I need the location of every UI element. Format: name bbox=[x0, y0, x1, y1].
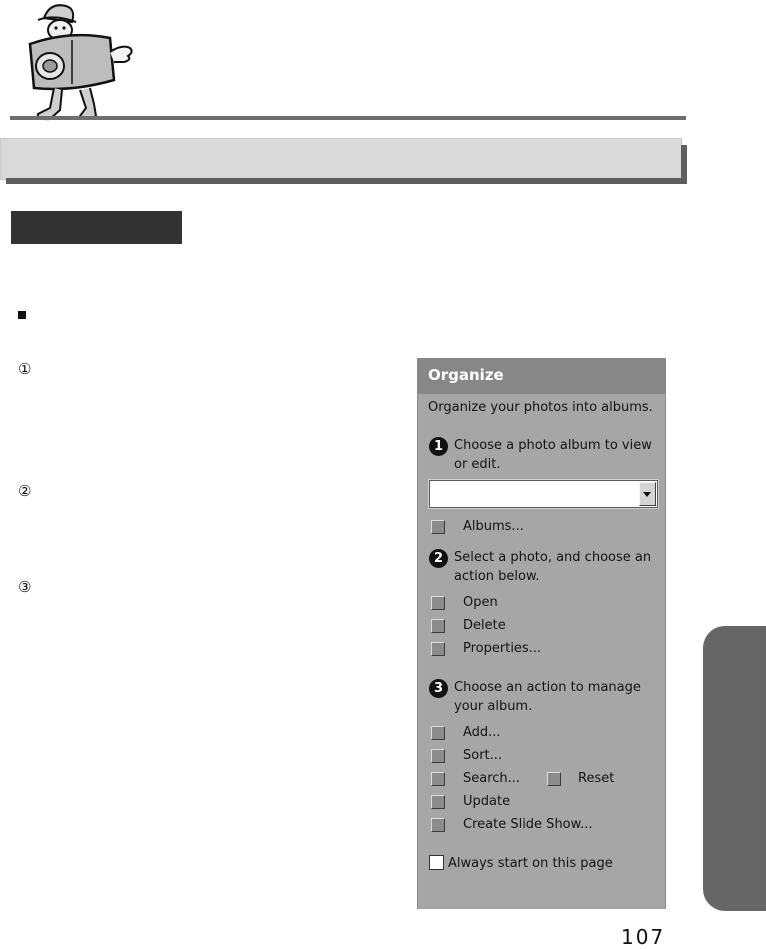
header-rule bbox=[10, 116, 686, 120]
chapter-side-tab bbox=[703, 626, 766, 911]
albums-link[interactable]: Albums... bbox=[463, 519, 524, 534]
square-button-icon[interactable] bbox=[431, 772, 445, 786]
step-2-badge: 2 bbox=[429, 549, 448, 568]
section-2-heading-cont: action below. bbox=[454, 569, 540, 584]
page-number: 107 bbox=[621, 925, 666, 949]
organize-panel bbox=[417, 358, 666, 909]
camera-mascot-icon bbox=[10, 0, 135, 125]
album-select[interactable] bbox=[429, 480, 658, 508]
open-action[interactable]: Open bbox=[463, 595, 498, 610]
always-start-checkbox[interactable] bbox=[429, 855, 444, 870]
square-button-icon[interactable] bbox=[547, 772, 561, 786]
reset-action[interactable]: Reset bbox=[578, 771, 615, 786]
step-marker-3: ③ bbox=[18, 578, 32, 596]
square-button-icon[interactable] bbox=[431, 596, 445, 610]
chevron-down-icon bbox=[643, 492, 651, 497]
section-tab bbox=[11, 211, 182, 244]
album-select-dropdown-button[interactable] bbox=[639, 482, 656, 506]
square-bullet-icon bbox=[18, 311, 26, 319]
panel-title: Organize bbox=[428, 366, 504, 384]
section-3-heading-cont: your album. bbox=[454, 699, 533, 714]
panel-description: Organize your photos into albums. bbox=[428, 400, 653, 415]
delete-action[interactable]: Delete bbox=[463, 618, 506, 633]
section-2-heading: Select a photo, and choose an bbox=[454, 550, 652, 565]
section-1-heading-cont: or edit. bbox=[454, 457, 501, 472]
properties-action[interactable]: Properties... bbox=[463, 641, 542, 656]
square-button-icon[interactable] bbox=[431, 795, 445, 809]
square-button-icon[interactable] bbox=[431, 619, 445, 633]
step-1-badge: 1 bbox=[429, 437, 448, 456]
create-slide-show-action[interactable]: Create Slide Show... bbox=[463, 817, 593, 832]
add-action[interactable]: Add... bbox=[463, 725, 501, 740]
title-banner bbox=[0, 138, 682, 180]
sort-action[interactable]: Sort... bbox=[463, 748, 503, 763]
always-start-label[interactable]: Always start on this page bbox=[448, 856, 613, 871]
search-action[interactable]: Search... bbox=[463, 771, 521, 786]
section-3-heading: Choose an action to manage bbox=[454, 680, 641, 695]
square-button-icon[interactable] bbox=[431, 520, 445, 534]
step-3-badge: 3 bbox=[429, 679, 448, 698]
step-marker-1: ① bbox=[18, 360, 32, 378]
square-button-icon[interactable] bbox=[431, 726, 445, 740]
square-button-icon[interactable] bbox=[431, 642, 445, 656]
panel-header bbox=[418, 358, 665, 394]
square-button-icon[interactable] bbox=[431, 749, 445, 763]
title-banner-shadow bbox=[6, 178, 687, 184]
square-button-icon[interactable] bbox=[431, 818, 445, 832]
step-marker-2: ② bbox=[18, 482, 32, 500]
update-action[interactable]: Update bbox=[463, 794, 511, 809]
section-1-heading: Choose a photo album to view bbox=[454, 438, 652, 453]
